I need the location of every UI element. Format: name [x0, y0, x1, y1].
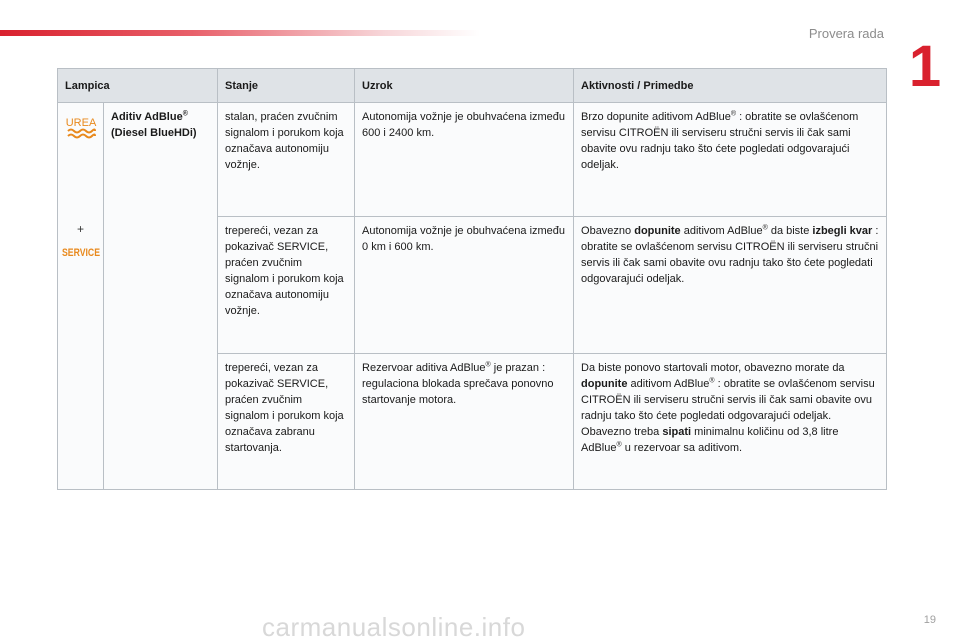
registered-mark: ®: [762, 224, 768, 232]
registered-mark: ®: [485, 361, 491, 369]
urea-warning-icon: [66, 115, 96, 141]
product-name: Aditiv AdBlue: [111, 111, 183, 123]
cause-text: je prazan : regulaciona blokada sprečava ponovno startovanje motora.: [362, 362, 554, 406]
column-header-aktivnosti: Aktivnosti / Primedbe: [574, 69, 887, 103]
chapter-number-text: 1: [908, 34, 942, 99]
product-variant: (Diesel BlueHDi): [111, 127, 197, 139]
cause-cell: Autonomija vožnje je obuhvaćena između 0 km i 600 km.: [355, 217, 574, 354]
action-cell: [574, 103, 887, 217]
cause-cell: Autonomija vožnje je obuhvaćena između 600 i 2400 km.: [355, 103, 574, 217]
table-row: [58, 103, 887, 217]
plus-sign: +: [77, 222, 85, 236]
action-text: : obratite se ovlašćenom servisu CITROËN ili serviseru stručni servis ili čak sami obavite ovu radnju tako što ćete pogledati odgovarajući odeljak.: [581, 378, 875, 422]
action-emphasis: dopunite: [634, 225, 681, 237]
service-warning-icon: [61, 243, 101, 259]
action-text: Obavezno: [581, 225, 635, 237]
registered-mark: ®: [730, 110, 737, 118]
action-emphasis: sipati: [662, 426, 692, 438]
page-number: 19: [923, 614, 936, 626]
section-title: Provera rada: [808, 26, 884, 41]
cause-cell: [355, 354, 574, 490]
action-text: Brzo dopunite aditivom AdBlue: [581, 111, 731, 123]
action-text: aditivom AdBlue: [680, 225, 763, 237]
warning-lamp-cell: [58, 103, 104, 490]
action-text: minimalnu količinu od 3,8 litre AdBlue: [581, 426, 839, 454]
action-text: aditivom AdBlue: [627, 378, 710, 390]
action-text: Obavezno treba: [581, 426, 663, 438]
state-cell: trepereći, vezan za pokazivač SERVICE, praćen zvučnim signalom i porukom koja označava autonomiju vožnje.: [218, 217, 355, 354]
registered-mark: ®: [616, 441, 622, 449]
state-cell: trepereći, vezan za pokazivač SERVICE, praćen zvučnim signalom i porukom koja označava zabranu startovanja.: [218, 354, 355, 490]
action-text: Da biste ponovo startovali motor, obavezno morate da: [581, 362, 845, 374]
action-text: : obratite se ovlašćenom servisu CITROËN ili serviseru stručni servis ili čak sami obavite ovu radnju tako što ćete pogledati odgovarajući odeljak.: [581, 111, 859, 171]
action-text: : obratite se ovlašćenom servisu CITROËN ili serviseru stručni servis ili čak sami obavite ovu radnju tako što ćete pogledati odgovarajući odeljak.: [581, 225, 879, 285]
action-text: da biste: [767, 225, 813, 237]
table-header-row: [58, 69, 887, 103]
state-cell: stalan, praćen zvučnim signalom i porukom koja označava autonomiju vožnje.: [218, 103, 355, 217]
product-cell: [104, 103, 218, 490]
column-header-stanje: Stanje: [218, 69, 355, 103]
registered-mark: ®: [182, 110, 188, 118]
column-header-uzrok: Uzrok: [355, 69, 574, 103]
watermark: carmanualsonline.info: [262, 612, 526, 642]
service-icon-label: SERVICE: [62, 247, 100, 259]
action-cell: [574, 217, 887, 354]
registered-mark: ®: [709, 377, 715, 385]
urea-icon-label: UREA: [65, 117, 97, 129]
action-cell: [574, 354, 887, 490]
chapter-number: [908, 34, 942, 99]
action-emphasis: dopunite: [581, 378, 628, 390]
action-text: u rezervoar sa aditivom.: [621, 442, 743, 454]
top-accent-bar: [0, 30, 480, 36]
adblue-warning-table: [57, 68, 887, 490]
column-header-lampica: Lampica: [58, 69, 218, 103]
cause-text: Rezervoar aditiva AdBlue: [362, 362, 486, 374]
action-emphasis: izbegli kvar: [812, 225, 873, 237]
